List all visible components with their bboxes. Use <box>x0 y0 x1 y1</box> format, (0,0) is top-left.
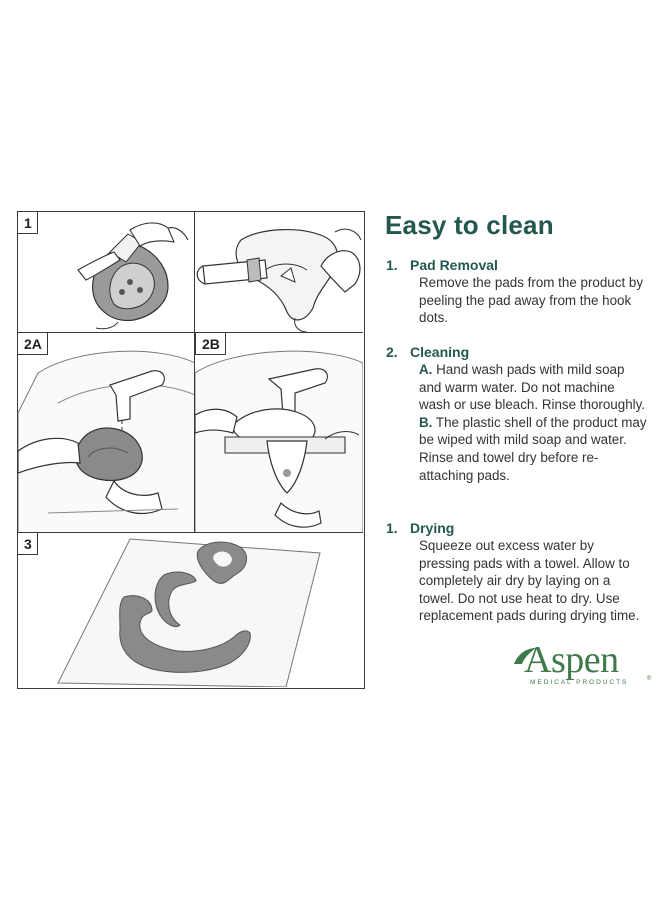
item-a-text: Hand wash pads with mild soap and warm water. Do not machine wash or use bleach. Rinse thoroughly. <box>419 362 646 413</box>
panel-1-pad-removal-pad <box>195 212 363 333</box>
cleaning-item-a <box>419 361 648 414</box>
section-number: 2. <box>386 344 398 360</box>
aspen-logo <box>510 640 655 692</box>
item-letter-b: B. <box>419 414 433 430</box>
logo-wordmark: Aspen <box>524 639 619 681</box>
section-drying <box>386 519 648 625</box>
logo-tagline: MEDICAL PRODUCTS <box>530 679 629 686</box>
section-title: Drying <box>410 520 455 536</box>
section-title: Cleaning <box>410 344 470 360</box>
pad-peeling-illustration <box>18 212 195 333</box>
panel-2a-hand-wash <box>18 333 195 533</box>
item-b-text: The plastic shell of the product may be wiped with mild soap and water. Rinse and towel dry before re-attaching pads. <box>419 414 647 483</box>
panel-2b-wipe-shell <box>195 333 363 533</box>
section-pad-removal <box>386 256 648 327</box>
panel-label-3: 3 <box>18 533 38 555</box>
panel-3-drying <box>18 533 363 687</box>
pad-removal-hands-illustration <box>195 212 363 333</box>
section-number: 1. <box>386 520 398 536</box>
section-text: Remove the pads from the product by peeling the pad away from the hook dots. <box>419 275 644 326</box>
instruction-illustrations <box>17 211 365 689</box>
drying-pads-illustration <box>18 533 363 687</box>
item-letter-a: A. <box>419 362 433 377</box>
cleaning-item-b <box>419 414 648 484</box>
panel-label-1: 1 <box>18 212 38 234</box>
page-title: Easy to clean <box>385 210 554 240</box>
shell-wiping-illustration <box>195 333 363 533</box>
hand-washing-illustration <box>18 333 195 533</box>
panel-1-pad-removal-shell <box>18 212 195 333</box>
panel-label-2b: 2B <box>195 333 226 355</box>
section-body <box>419 537 648 625</box>
section-number: 1. <box>386 257 398 273</box>
panel-label-2a: 2A <box>18 333 48 355</box>
section-heading <box>386 256 648 274</box>
registered-mark: ® <box>647 676 652 682</box>
section-heading <box>386 343 648 361</box>
section-body <box>419 361 648 484</box>
section-title: Pad Removal <box>410 257 498 273</box>
section-text: Squeeze out excess water by pressing pads with a towel. Allow to completely air dry by laying on a towel. Do not use heat to dry. Use replacement pads during drying time. <box>419 538 640 624</box>
section-cleaning <box>386 343 648 484</box>
section-body <box>419 274 648 327</box>
section-heading <box>386 519 648 537</box>
